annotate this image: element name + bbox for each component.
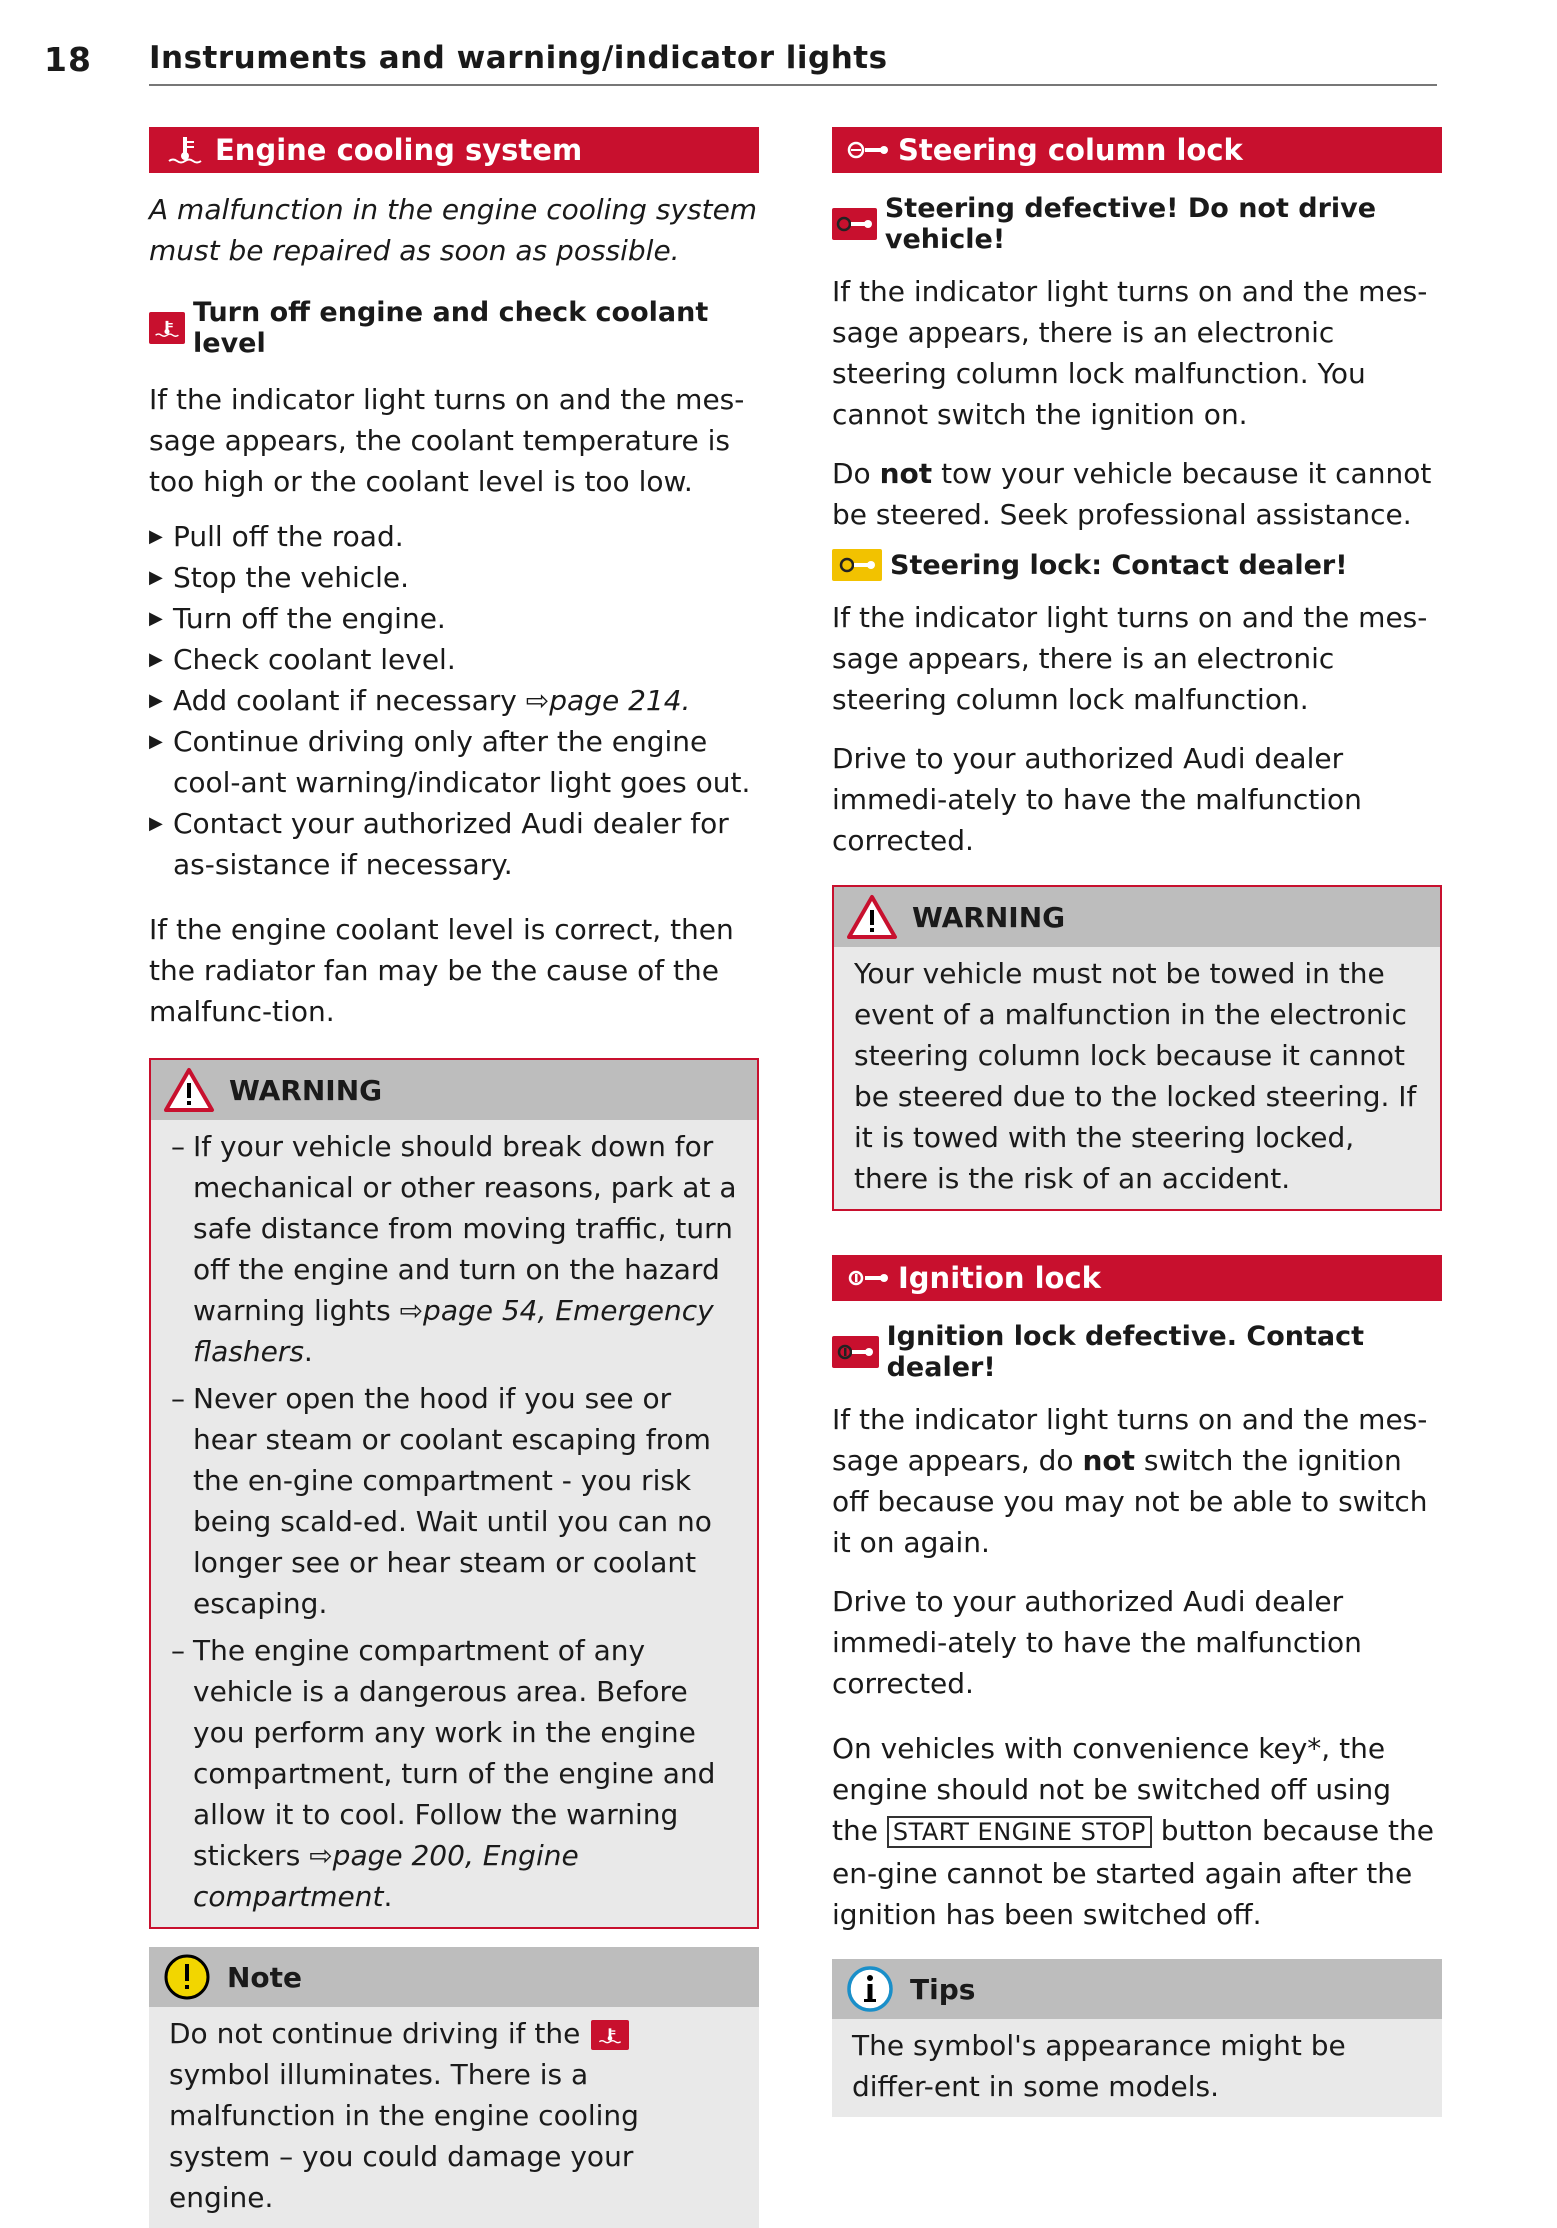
- list-item: ▶ Continue driving only after the engine cool-ant warning/indicator light goes out.: [149, 725, 751, 799]
- list-item: – If your vehicle should break down for mechanical or other reasons, park at a safe distance from moving traffic, turn off the engine and turn on the hazard warning lights ⇨page 54, Emergency flashers.: [171, 1130, 737, 1368]
- warning-header: [834, 887, 1440, 947]
- coolant-indicator-icon: [149, 312, 185, 344]
- list-item: ▶ Add coolant if necessary ⇨page 214.: [149, 684, 691, 717]
- page-number: 18: [44, 40, 92, 79]
- warning-box: [149, 1058, 759, 1929]
- steering-lock-icon: [846, 135, 890, 165]
- tips-box: [832, 1959, 1442, 2117]
- lead-paragraph: A malfunction in the engine cooling system must be repaired as soon as possible.: [149, 193, 758, 267]
- paragraph: If the indicator light turns on and the mes-sage appears, there is an electronic steering column lock malfunction. You cannot switch the ignition on.: [832, 275, 1428, 431]
- note-header: [149, 1947, 759, 2007]
- intro-paragraph: If the indicator light turns on and the mes-sage appears, the coolant temperature is too high or the coolant level is too low.: [149, 383, 745, 498]
- coolant-indicator-icon: [591, 2020, 629, 2050]
- steps-list: [149, 516, 759, 885]
- header-rule: [149, 84, 1437, 86]
- tips-body: [832, 2019, 1442, 2117]
- note-title: Note: [227, 1960, 303, 1994]
- list-item: – The engine compartment of any vehicle is a dangerous area. Before you perform any work in the engine compartment, turn of the engine and allow it to cool. Follow the warning stickers ⇨page 200, Engine compartment.: [171, 1634, 716, 1913]
- section-title: Ignition lock: [898, 1261, 1101, 1295]
- tips-title: Tips: [910, 1972, 976, 2006]
- paragraph: Drive to your authorized Audi dealer immedi-ately to have the malfunction corrected.: [832, 742, 1362, 857]
- paragraph: If the indicator light turns on and the mes-sage appears, do not switch the ignition off because you may not be able to switch it on again.: [832, 1403, 1428, 1559]
- warning-body: [834, 947, 1440, 1209]
- left-column: [149, 127, 759, 2228]
- warning-triangle-icon: [846, 893, 898, 941]
- start-engine-stop-key-label: START ENGINE STOP: [887, 1816, 1152, 1848]
- list-item: ▶ Pull off the road.: [149, 520, 404, 553]
- note-box: [149, 1947, 759, 2228]
- page-reference-link[interactable]: ⇨page 214.: [525, 684, 691, 717]
- page-reference-link[interactable]: ⇨page 200, Engine compartment: [193, 1839, 579, 1913]
- section-heading-steering: [832, 127, 1442, 173]
- section-title: Steering column lock: [898, 133, 1243, 167]
- paragraph: If the indicator light turns on and the mes-sage appears, there is an electronic steering column lock malfunction.: [832, 601, 1428, 716]
- running-head: Instruments and warning/indicator lights: [149, 40, 888, 76]
- subheading-text: Turn off engine and check coolant level: [193, 297, 709, 359]
- subheading-steering-lock: [832, 549, 1442, 581]
- right-column: [832, 127, 1442, 2117]
- warning-body: [151, 1120, 757, 1927]
- section-heading-engine-cooling: [149, 127, 759, 173]
- info-icon: [844, 1965, 896, 2013]
- subheading-ignition-defective: [832, 1321, 1442, 1383]
- section-title: Engine cooling system: [215, 133, 583, 167]
- steering-lock-yellow-indicator-icon: [832, 549, 882, 581]
- warning-box: [832, 885, 1442, 1211]
- steering-lock-red-indicator-icon: [832, 208, 877, 240]
- section-heading-ignition: [832, 1255, 1442, 1301]
- list-item: ▶ Check coolant level.: [149, 643, 456, 676]
- list-item: ▶ Turn off the engine.: [149, 602, 446, 635]
- coolant-thermometer-icon: [163, 135, 207, 165]
- paragraph: Drive to your authorized Audi dealer immedi-ately to have the malfunction corrected.: [832, 1585, 1362, 1700]
- subheading-text: Ignition lock defective. Contact dealer!: [886, 1321, 1365, 1383]
- subheading-steering-defective: [832, 193, 1442, 255]
- list-item: – Never open the hood if you see or hear steam or coolant escaping from the en-gine compartment - you risk being scald-ed. Wait until you can no longer see or hear steam or coolant escaping.: [171, 1382, 712, 1620]
- subheading-text: Steering defective! Do not drive vehicle!: [884, 193, 1377, 255]
- paragraph: Do not tow your vehicle because it cannot be steered. Seek professional assistance.: [832, 457, 1432, 531]
- list-item: ▶ Contact your authorized Audi dealer for as-sistance if necessary.: [149, 807, 729, 881]
- note-exclamation-icon: [161, 1953, 213, 2001]
- warning-title: WARNING: [229, 1073, 383, 1107]
- warning-text: Your vehicle must not be towed in the event of a malfunction in the electronic steering column lock because it cannot be steered due to the locked steering. If it is towed with the steering locked, there is the risk of an accident.: [854, 957, 1417, 1195]
- ignition-key-icon: [846, 1263, 890, 1293]
- subheading-coolant: [149, 297, 759, 359]
- warning-title: WARNING: [912, 900, 1066, 934]
- after-paragraph: If the engine coolant level is correct, then the radiator fan may be the cause of the malfunc-tion.: [149, 913, 734, 1028]
- list-item: ▶ Stop the vehicle.: [149, 561, 410, 594]
- note-body: [149, 2007, 759, 2228]
- tips-text: The symbol's appearance might be differ-ent in some models.: [852, 2029, 1346, 2103]
- warning-header: [151, 1060, 757, 1120]
- page-reference-link[interactable]: ⇨page 54, Emergency flashers: [193, 1294, 714, 1368]
- ignition-key-red-indicator-icon: [832, 1336, 879, 1368]
- note-text: Do not continue driving if the symbol illuminates. There is a malfunction in the engine cooling system – you could damage your engine.: [169, 2017, 639, 2214]
- paragraph: On vehicles with convenience key*, the engine should not be switched off using the START ENGINE STOP button because the en-gine cannot be started again after the ignition has been switched off.: [832, 1732, 1434, 1931]
- tips-header: [832, 1959, 1442, 2019]
- warning-triangle-icon: [163, 1066, 215, 1114]
- subheading-text: Steering lock: Contact dealer!: [890, 549, 1348, 581]
